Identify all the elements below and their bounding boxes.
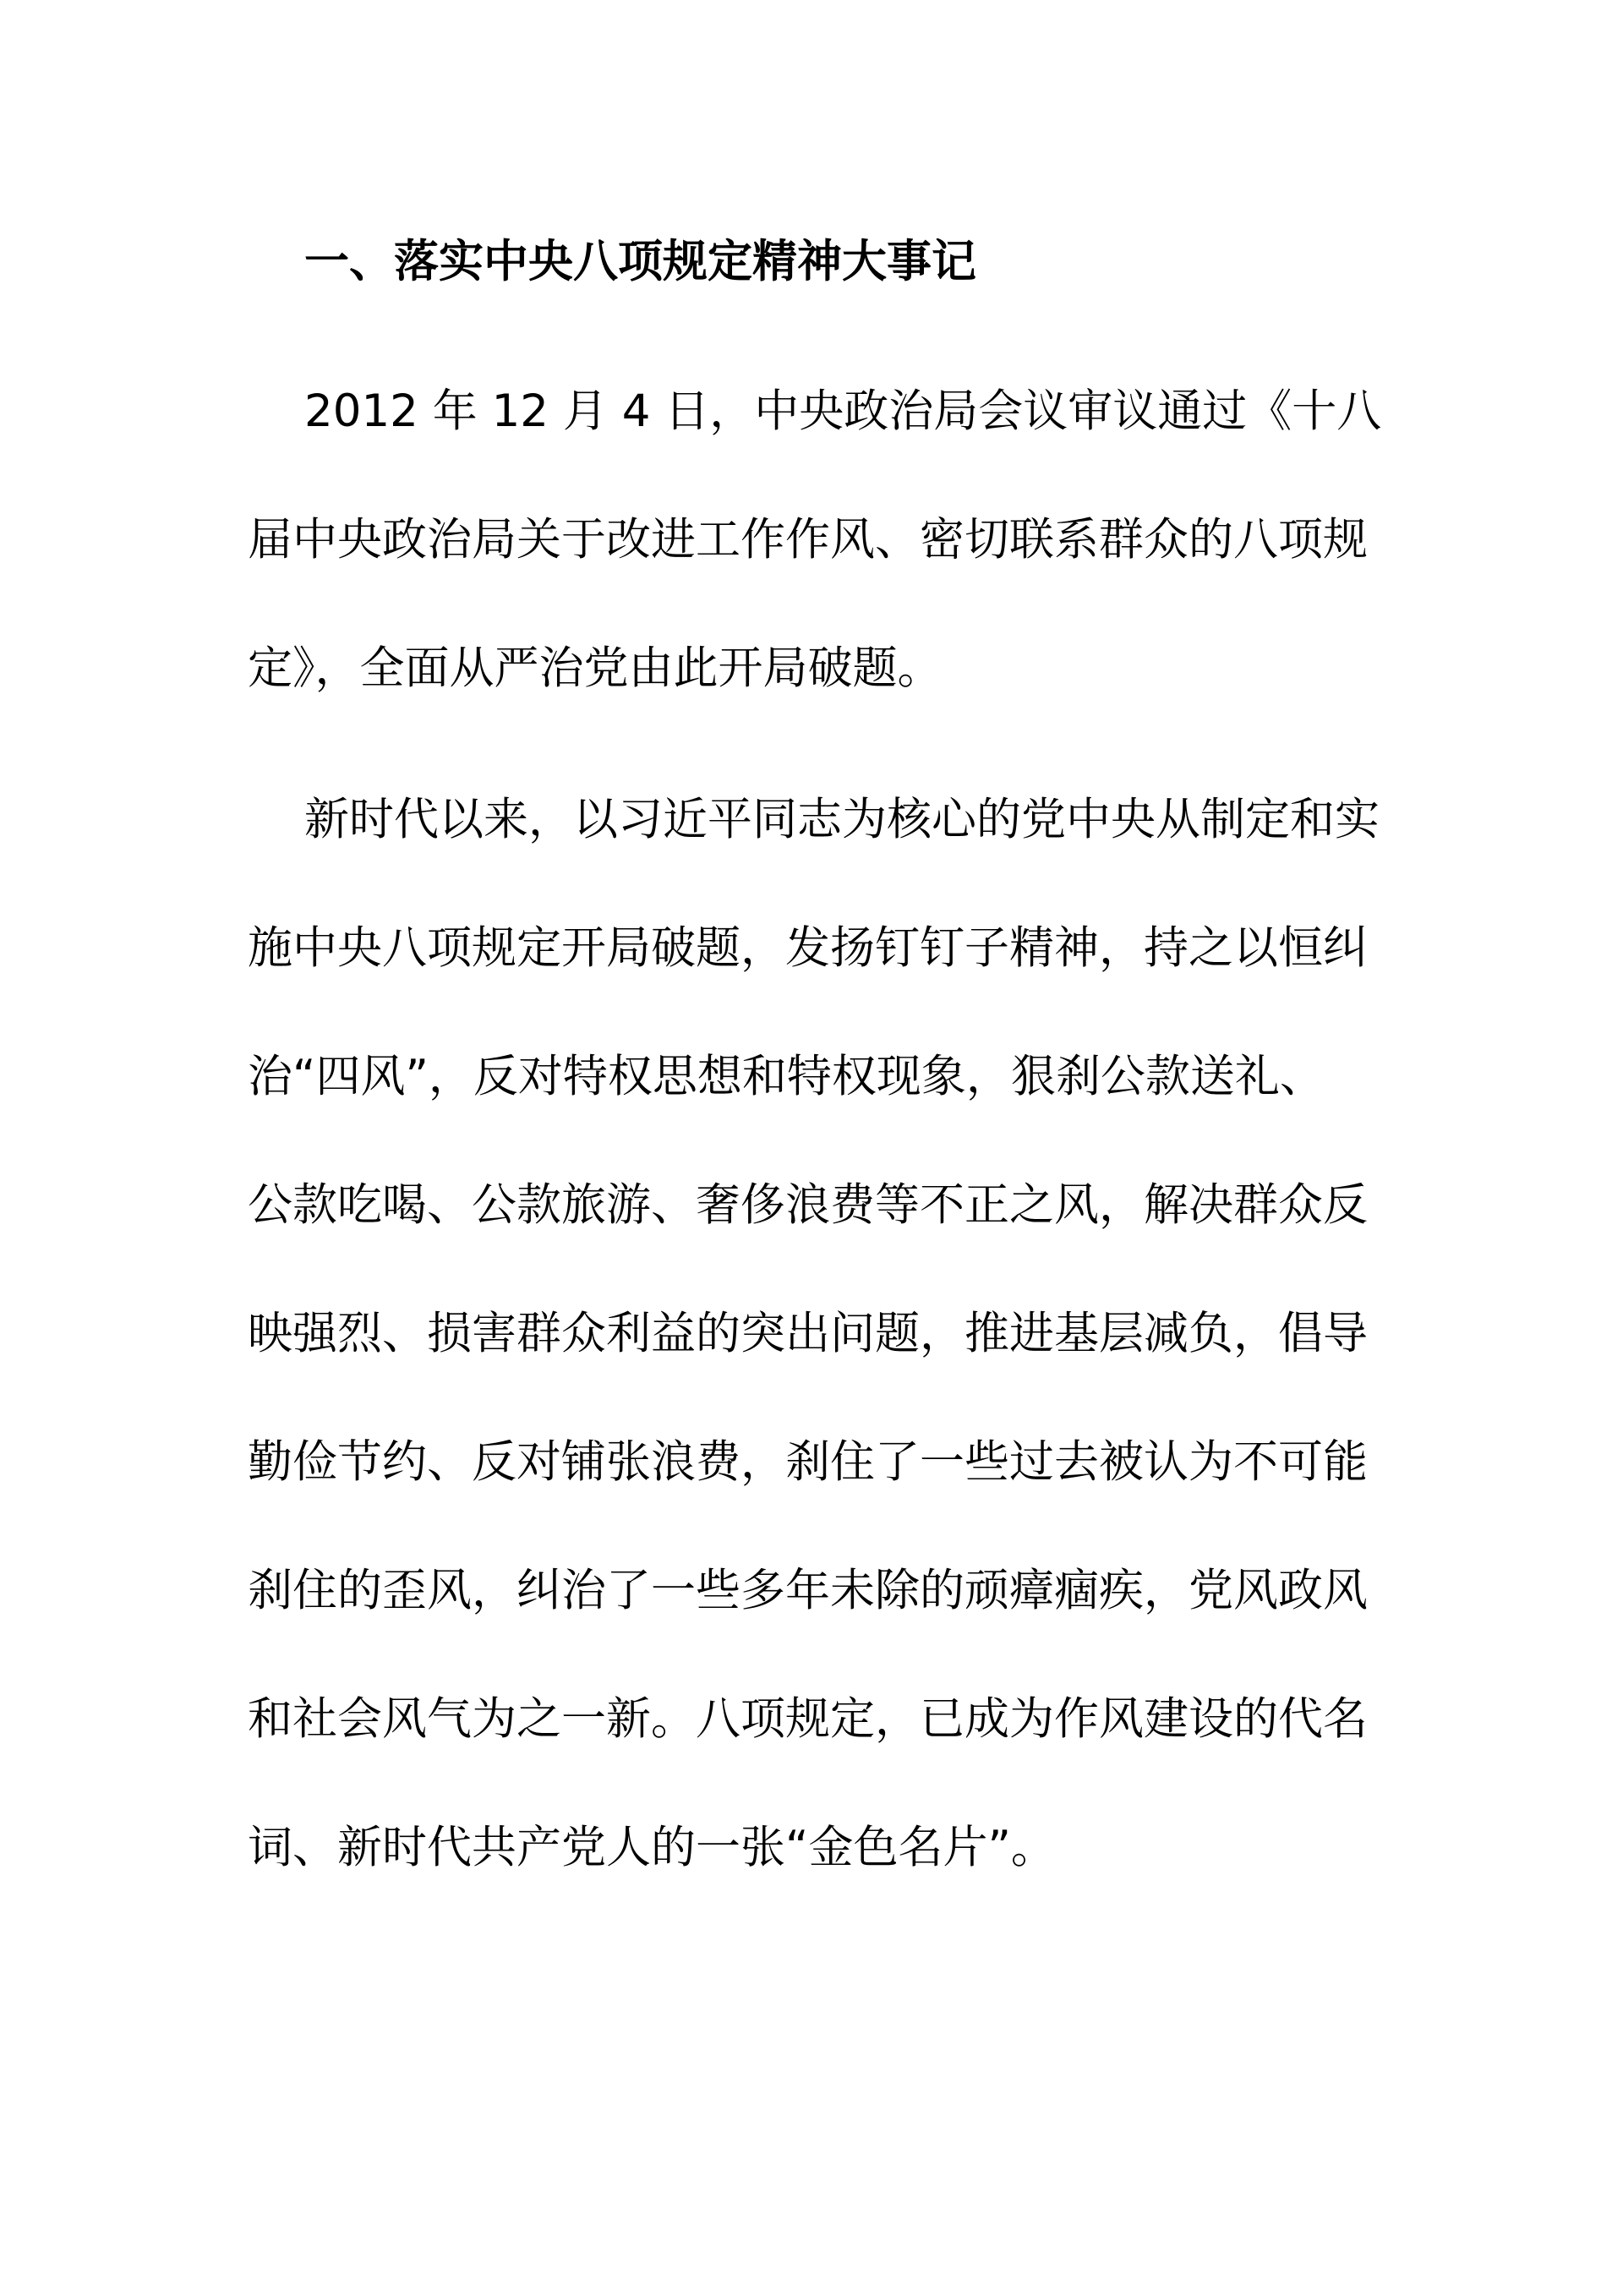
- paragraph-line: 届中央政治局关于改进工作作风、密切联系群众的八项规: [248, 514, 1368, 566]
- section-heading: 一、落实中央八项规定精神大事记: [304, 236, 976, 287]
- paragraph-line: 词、新时代共产党人的一张“金色名片”。: [248, 1822, 1056, 1873]
- paragraph-line: 2012 年 12 月 4 日，中央政治局会议审议通过《十八: [304, 385, 1382, 437]
- paragraph-line: 施中央八项规定开局破题，发扬钉钉子精神，持之以恒纠: [248, 922, 1368, 974]
- paragraph-line: 映强烈、损害群众利益的突出问题，推进基层减负，倡导: [248, 1308, 1368, 1359]
- paragraph-line: 治“四风”，反对特权思想和特权现象，狠刹公款送礼、: [248, 1051, 1325, 1102]
- paragraph-line: 公款吃喝、公款旅游、奢侈浪费等不正之风，解决群众反: [248, 1179, 1368, 1231]
- paragraph-line: 和社会风气为之一新。八项规定，已成为作风建设的代名: [248, 1693, 1368, 1745]
- paragraph-line: 勤俭节约、反对铺张浪费，刹住了一些过去被认为不可能: [248, 1436, 1368, 1488]
- paragraph-line: 定》，全面从严治党由此开局破题。: [248, 642, 943, 694]
- paragraph-line: 刹住的歪风，纠治了一些多年未除的顽瘴痼疾，党风政风: [248, 1565, 1368, 1616]
- paragraph-line: 新时代以来，以习近平同志为核心的党中央从制定和实: [304, 794, 1380, 845]
